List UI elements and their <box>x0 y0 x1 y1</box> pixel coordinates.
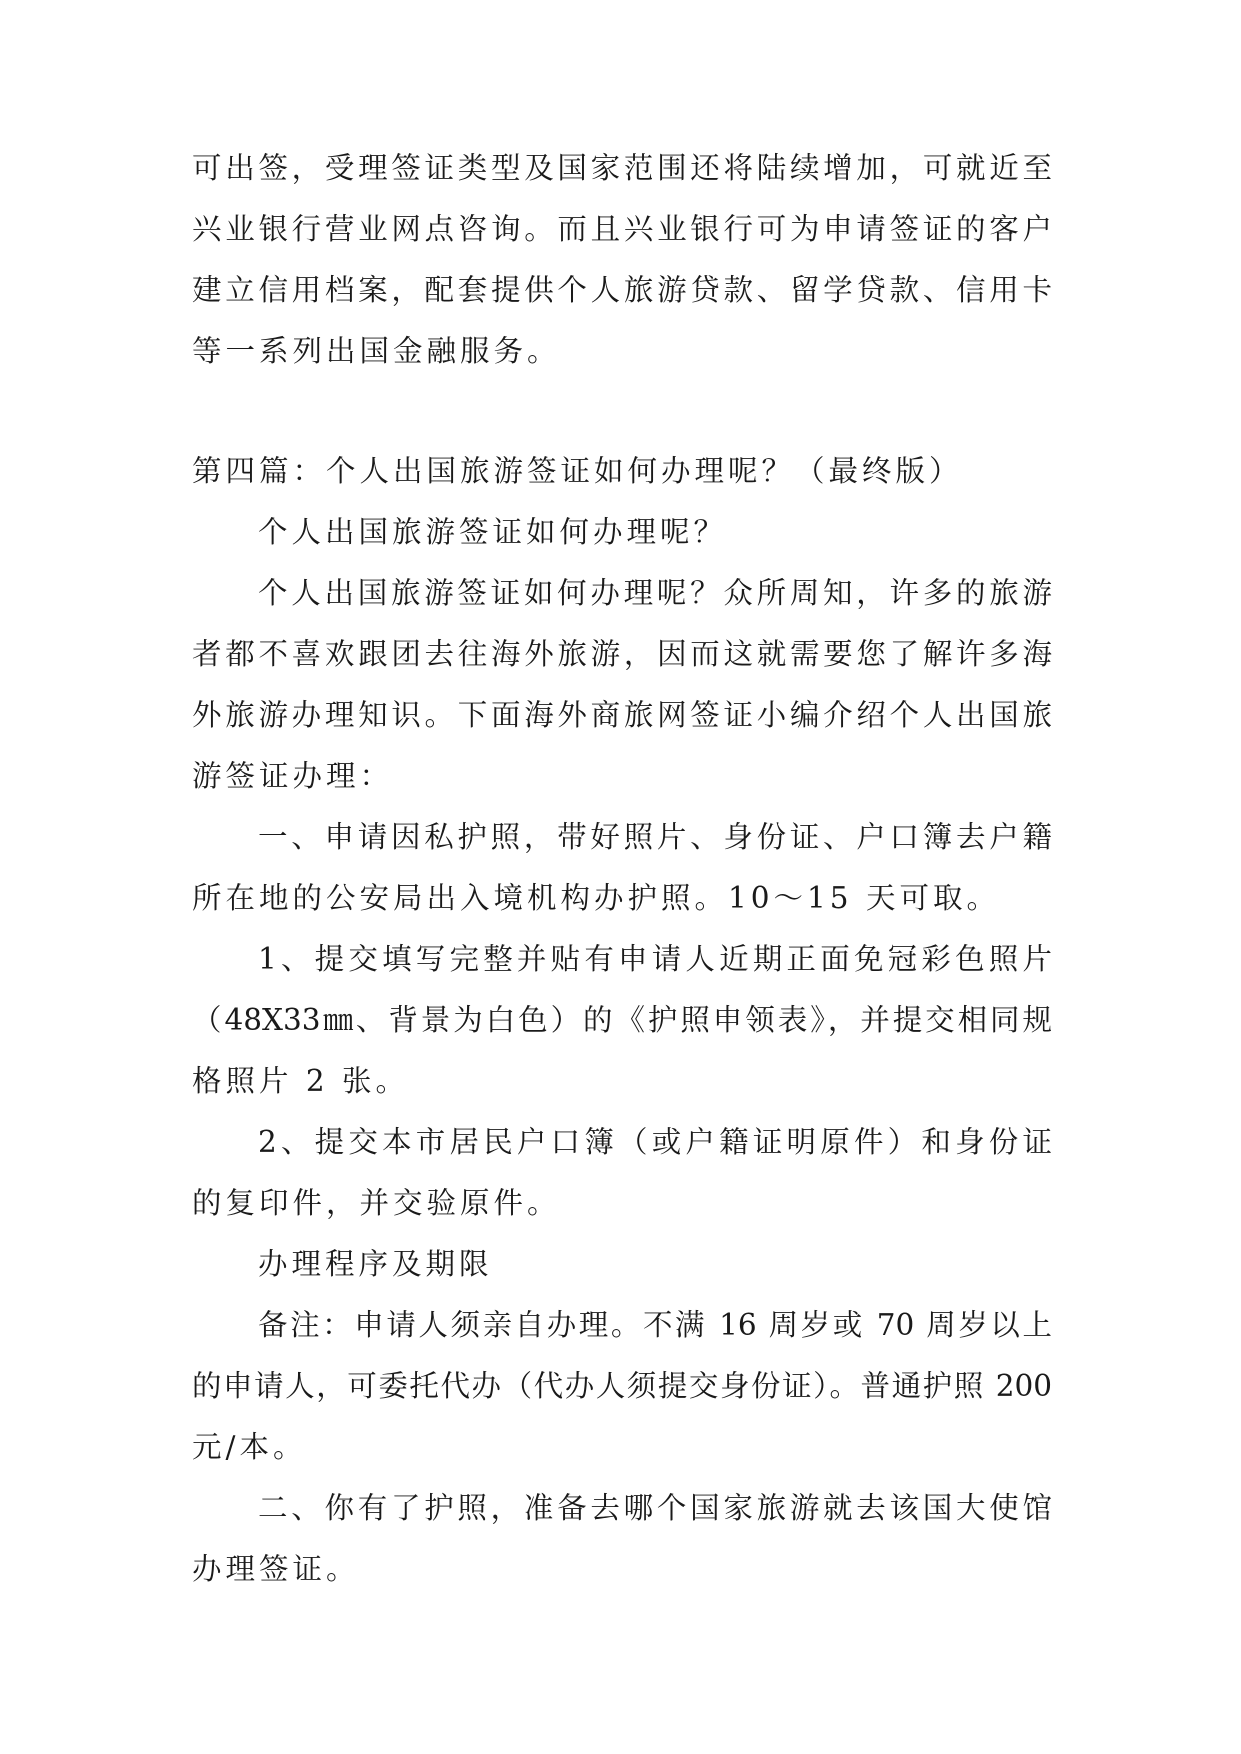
paragraph-line: 二、你有了护照，准备去哪个国家旅游就去该国大使馆 <box>258 1491 1052 1525</box>
paragraph-line: （48X33㎜、背景为白色）的《护照申领表》，并提交相同规 <box>192 1003 1052 1037</box>
paragraph-line: 1、提交填写完整并贴有申请人近期正面免冠彩色照片 <box>258 942 1052 976</box>
paragraph-line: 格照片 2 张。 <box>192 1064 410 1098</box>
paragraph-line: 备注：申请人须亲自办理。不满 16 周岁或 70 周岁以上 <box>258 1308 1052 1342</box>
paragraph-line: 所在地的公安局出入境机构办护照。10～15 天可取。 <box>192 881 1000 915</box>
subheading: 办理程序及期限 <box>258 1247 493 1281</box>
subtitle: 个人出国旅游签证如何办理呢？ <box>258 515 728 549</box>
paragraph-line: 兴业银行营业网点咨询。而且兴业银行可为申请签证的客户 <box>192 212 1052 246</box>
paragraph-line: 一、申请因私护照，带好照片、身份证、户口簿去户籍 <box>258 820 1052 854</box>
paragraph-line: 外旅游办理知识。下面海外商旅网签证小编介绍个人出国旅 <box>192 698 1052 732</box>
paragraph-line: 游签证办理： <box>192 759 394 793</box>
paragraph-line: 办理签证。 <box>192 1552 360 1586</box>
section-heading: 第四篇：个人出国旅游签证如何办理呢？（最终版） <box>192 454 963 488</box>
paragraph-line: 的复印件，并交验原件。 <box>192 1186 561 1220</box>
paragraph-line: 个人出国旅游签证如何办理呢？众所周知，许多的旅游 <box>258 576 1052 610</box>
paragraph-line: 元/本。 <box>192 1430 307 1464</box>
paragraph-line: 等一系列出国金融服务。 <box>192 334 561 368</box>
paragraph-line: 的申请人，可委托代办（代办人须提交身份证）。普通护照 200 <box>192 1369 1052 1403</box>
paragraph-line: 者都不喜欢跟团去往海外旅游，因而这就需要您了解许多海 <box>192 637 1052 671</box>
paragraph-line: 2、提交本市居民户口簿（或户籍证明原件）和身份证 <box>258 1125 1052 1159</box>
paragraph-line: 建立信用档案，配套提供个人旅游贷款、留学贷款、信用卡 <box>192 273 1052 307</box>
paragraph-line: 可出签，受理签证类型及国家范围还将陆续增加，可就近至 <box>192 151 1052 185</box>
